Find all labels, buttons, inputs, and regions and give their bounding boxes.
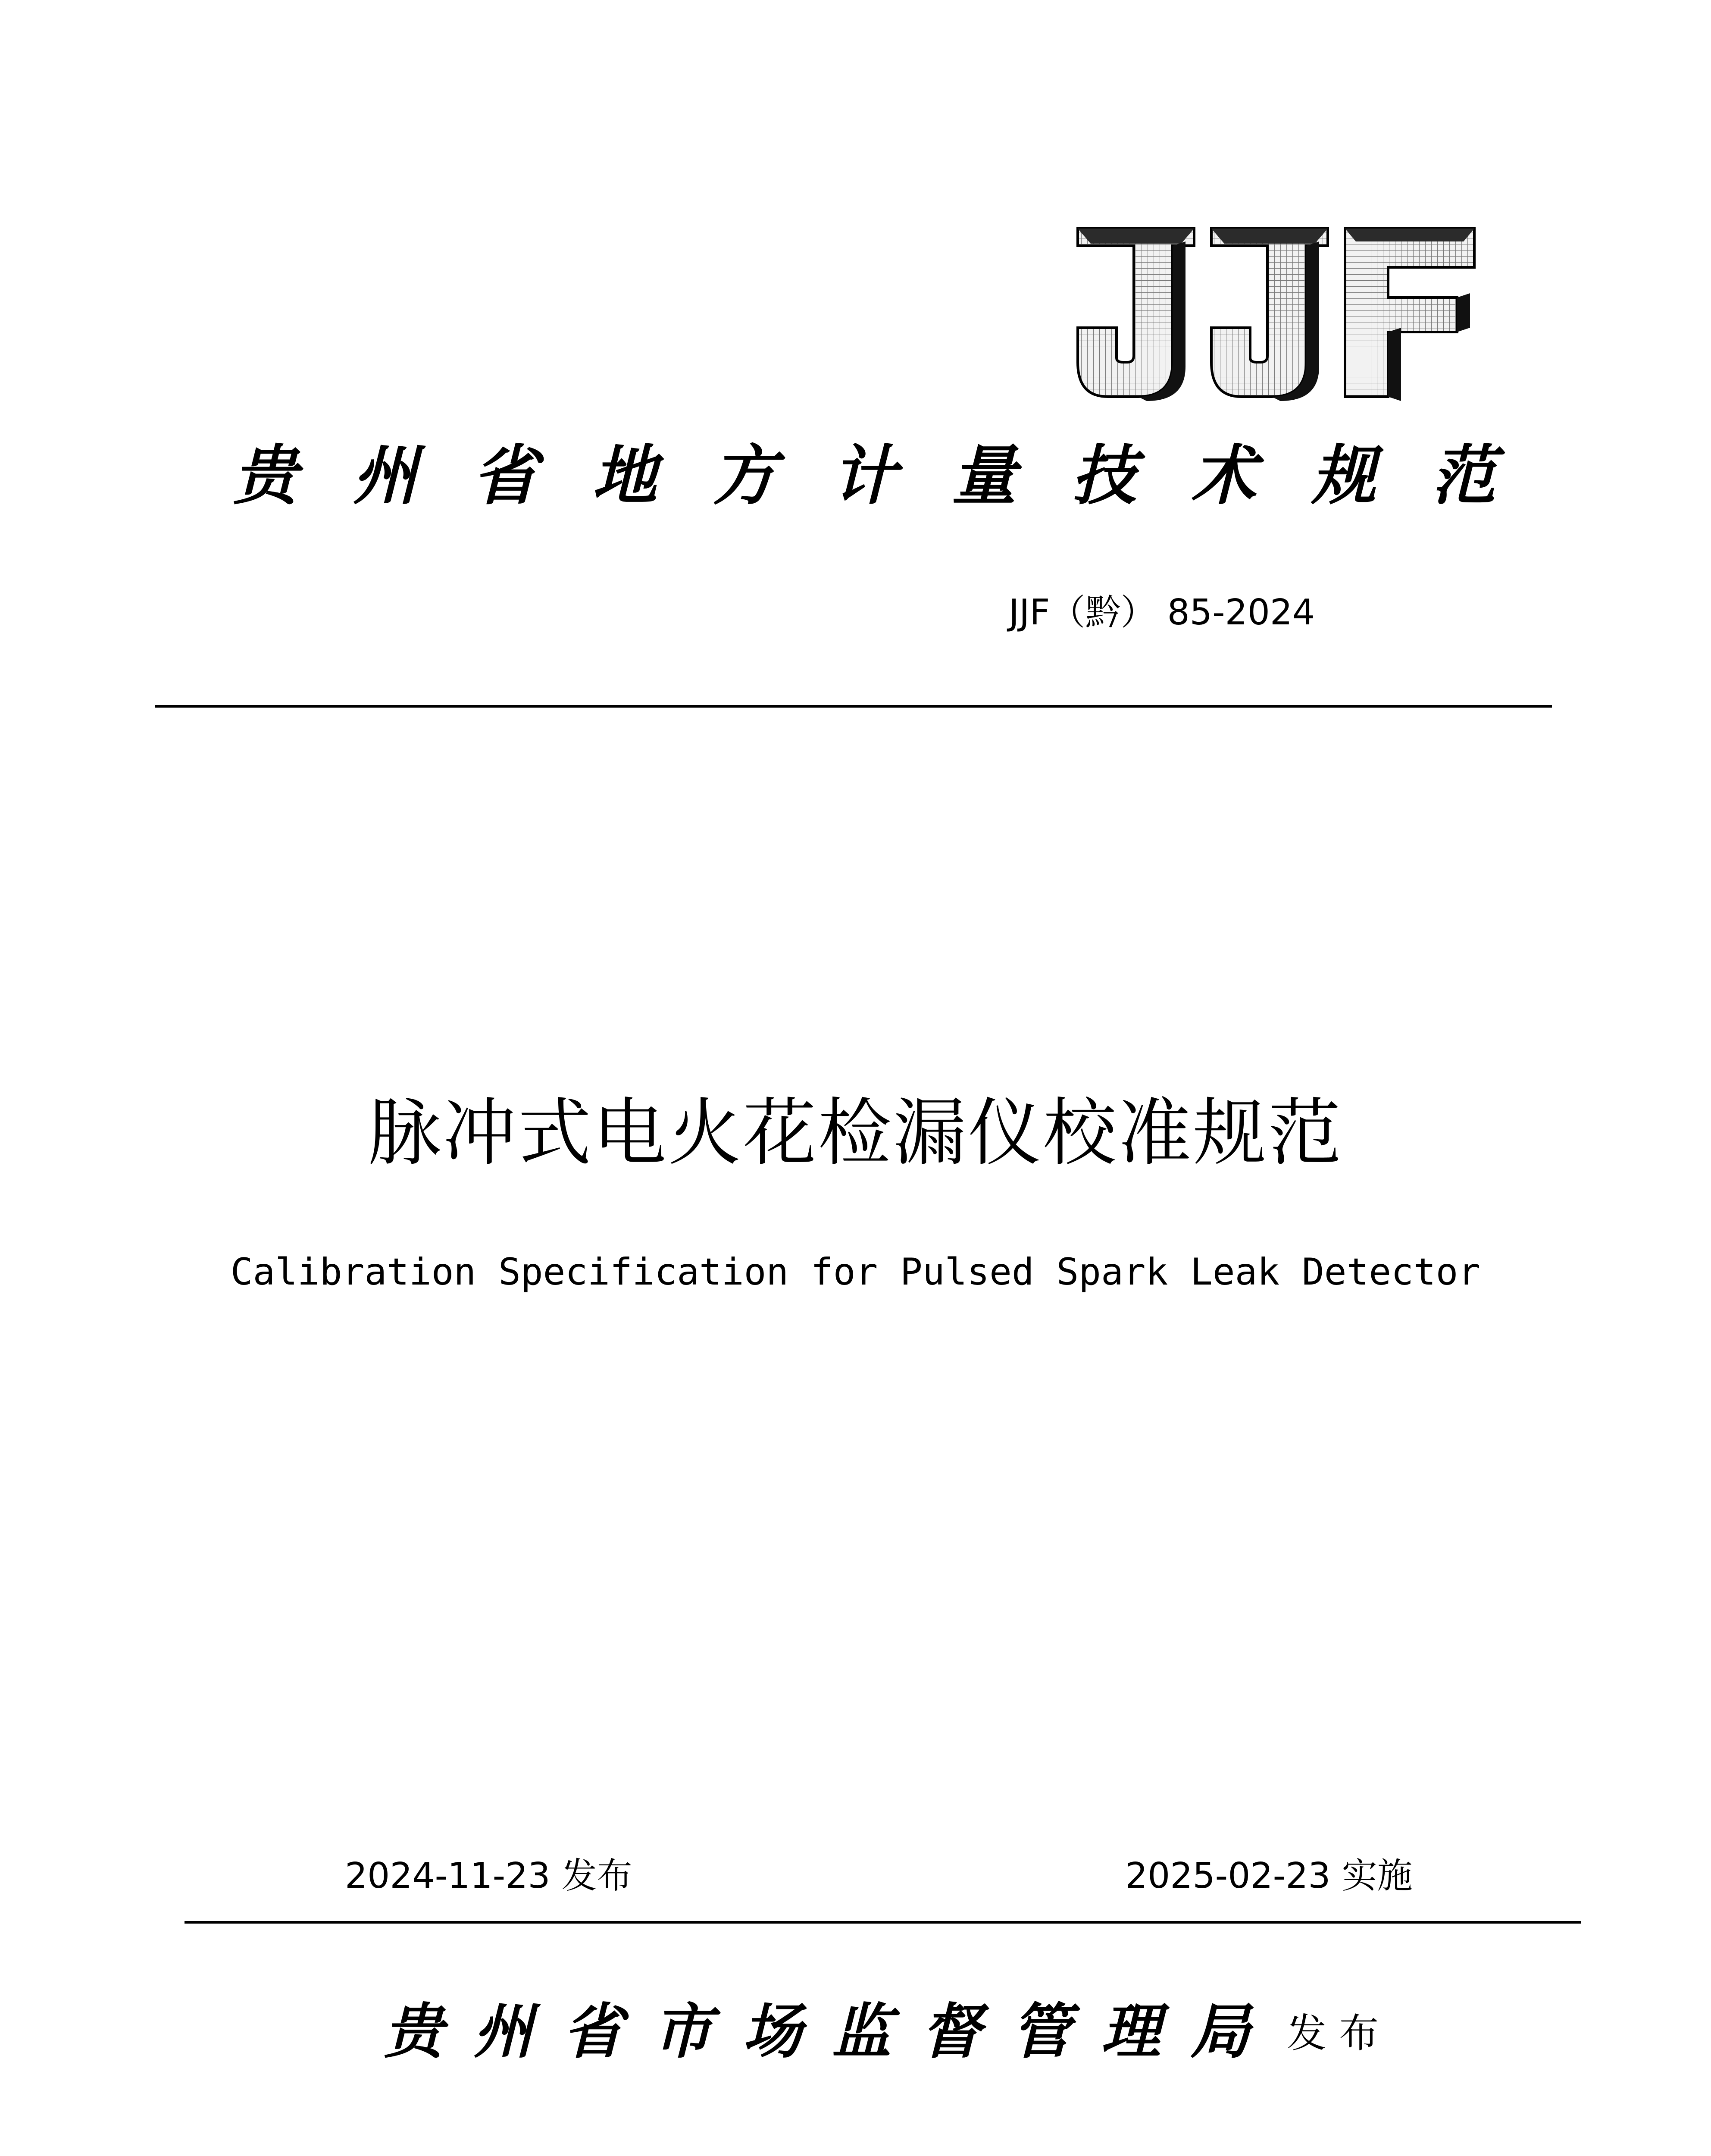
authority-char: 方: [712, 438, 777, 514]
authority-char: 规: [1311, 438, 1376, 514]
logo-letter-f: [1345, 229, 1474, 401]
implementation-date: 2025-02-23 实施: [1125, 1855, 1413, 1896]
publisher-char: 市: [652, 1996, 712, 2066]
publisher-char: 理: [1101, 1996, 1160, 2066]
title-chinese: 脉冲式电火花检漏仪校准规范: [368, 1091, 1343, 1176]
footer-divider: [185, 1921, 1581, 1924]
logo-letter-j-2: [1211, 229, 1328, 401]
authority-char: 省: [472, 438, 537, 514]
publisher-char: 督: [921, 1996, 981, 2066]
publisher-name: [384, 1984, 1250, 2070]
authority-char: 技: [1071, 438, 1136, 514]
publisher-char: 场: [742, 1996, 802, 2066]
publisher-char: 管: [1011, 1996, 1071, 2066]
authority-char: 范: [1431, 438, 1496, 514]
authority-char: 计: [832, 438, 897, 514]
authority-char: 贵: [233, 438, 298, 514]
publisher-char: 州: [473, 1996, 533, 2066]
publisher-char: 贵: [384, 1996, 444, 2066]
document-number: JJF（黔） 85-2024: [1009, 592, 1315, 633]
publisher-suffix: 发 布: [1287, 2010, 1379, 2056]
authority-char: 术: [1191, 438, 1256, 514]
publisher-char: 监: [832, 1996, 891, 2066]
logo-letter-j-1: [1078, 229, 1194, 401]
jjf-logo: [1069, 220, 1483, 405]
publisher-char: 省: [563, 1996, 622, 2066]
authority-char: 地: [592, 438, 657, 514]
issue-date: 2024-11-23 发布: [345, 1855, 632, 1896]
publisher-char: 局: [1190, 1996, 1250, 2066]
header-divider: [155, 705, 1552, 708]
authority-char: 量: [951, 438, 1017, 514]
authority-title: [233, 427, 1496, 513]
authority-char: 州: [352, 438, 417, 514]
title-english: Calibration Specification for Pulsed Spark Leak Detector: [230, 1250, 1481, 1294]
